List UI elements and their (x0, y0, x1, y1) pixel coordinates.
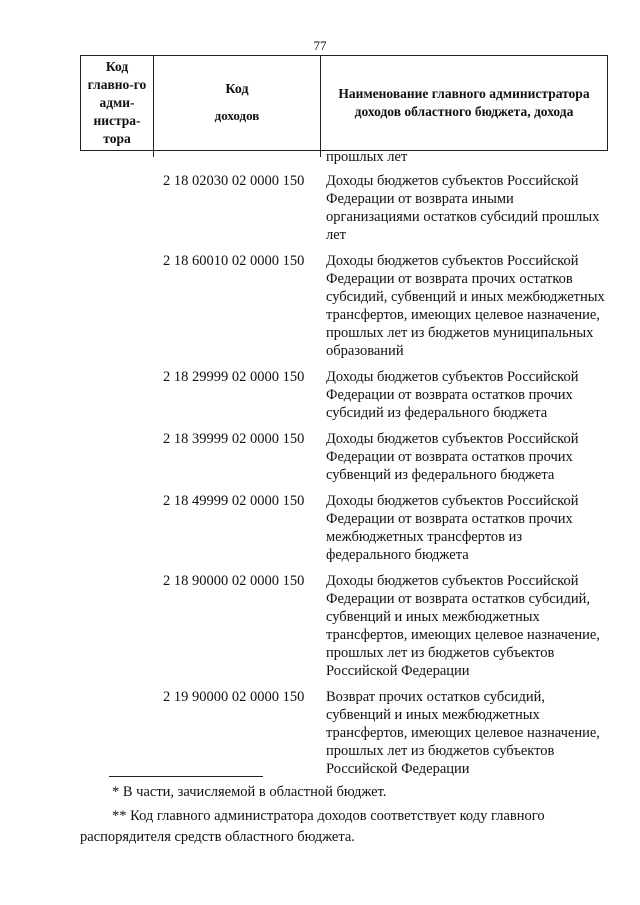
income-code: 2 18 02030 02 0000 150 (163, 173, 305, 189)
income-name: Возврат прочих остатков субсидий, субвенций и иных межбюджетных трансфертов, имеющих целевое назначение, прошлых лет из бюджетов субъектов Российской Федерации (326, 689, 600, 777)
income-code: 2 18 49999 02 0000 150 (163, 493, 305, 509)
header-income-code-line2: доходов (214, 108, 260, 123)
table-row (0, 572, 640, 680)
header-name-label: Наименование главного администратора доходов областного бюджета, дохода (338, 86, 590, 119)
page-number: 77 (313, 38, 327, 53)
income-name: Доходы бюджетов субъектов Российской Федерации от возврата остатков прочих межбюджетных трансфертов из федерального бюджета (326, 493, 579, 563)
table-row (0, 252, 640, 360)
income-name: Доходы бюджетов субъектов Российской Федерации от возврата прочих остатков субсидий, субвенций и иных межбюджетных трансфертов, имеющих целевое назначение, прошлых лет из бюджетов муниципальных образований (326, 253, 605, 359)
table-row (0, 368, 640, 422)
header-admin-code-label: Код главно-го адми-нистра-тора (87, 59, 147, 146)
income-name: Доходы бюджетов субъектов Российской Федерации от возврата иными организациями остатков субсидий прошлых лет (326, 173, 600, 243)
continuation-text: прошлых лет (326, 149, 408, 165)
table-header (80, 55, 608, 151)
column-divider (320, 150, 321, 157)
table-row (0, 430, 640, 484)
table-row (0, 492, 640, 564)
table-body (0, 172, 640, 786)
income-code: 2 18 60010 02 0000 150 (163, 253, 305, 269)
income-name: Доходы бюджетов субъектов Российской Федерации от возврата остатков прочих субсидий из федерального бюджета (326, 369, 579, 421)
table-row (0, 688, 640, 778)
header-admin-code (81, 56, 154, 150)
income-name: Доходы бюджетов субъектов Российской Федерации от возврата остатков прочих субвенций из федерального бюджета (326, 431, 579, 483)
table-row (0, 172, 640, 244)
header-income-code (154, 56, 321, 150)
income-code: 2 19 90000 02 0000 150 (163, 689, 305, 705)
income-name: Доходы бюджетов субъектов Российской Федерации от возврата остатков субсидий, субвенций и иных межбюджетных трансфертов, имеющих целевое назначение, прошлых лет из бюджетов субъектов Российской Федерации (326, 573, 600, 679)
header-name (321, 56, 607, 150)
footnote-2: ** Код главного администратора доходов соответствует коду главного распорядителя средств областного бюджета. (80, 808, 545, 845)
footnote-divider (109, 776, 263, 777)
income-code: 2 18 90000 02 0000 150 (163, 573, 305, 589)
footnote-1: * В части, зачисляемой в областной бюджет. (112, 784, 387, 800)
column-divider (153, 150, 154, 157)
header-income-code-line1: Код (225, 82, 249, 97)
income-code: 2 18 39999 02 0000 150 (163, 431, 305, 447)
income-code: 2 18 29999 02 0000 150 (163, 369, 305, 385)
